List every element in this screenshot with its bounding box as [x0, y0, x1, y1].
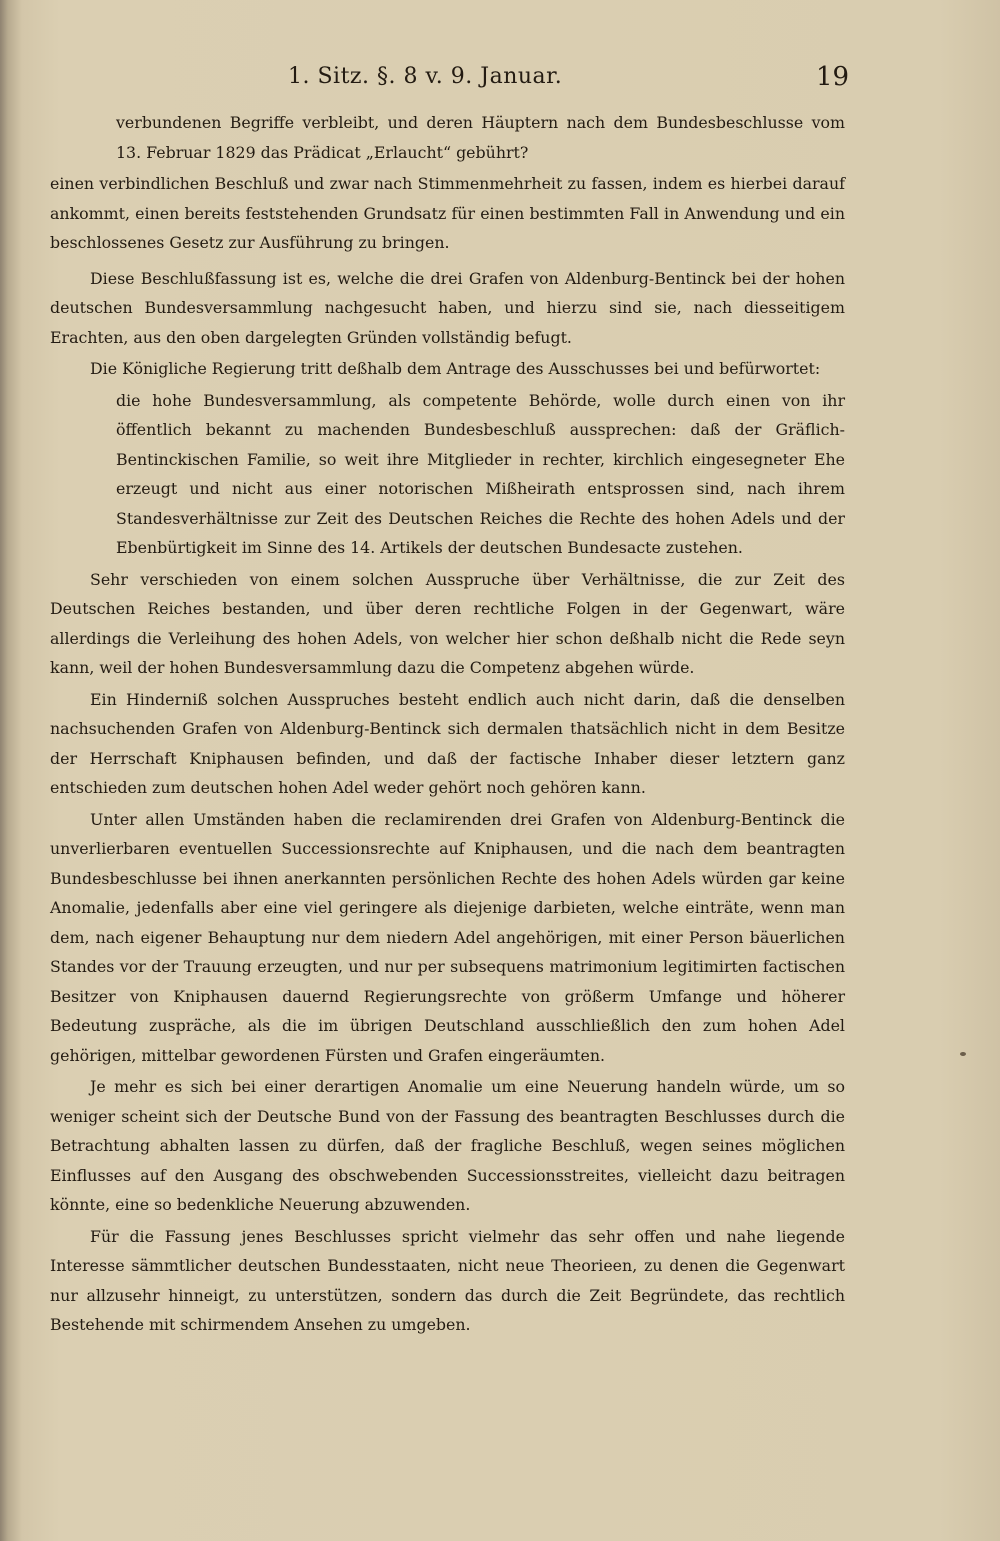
page-header	[48, 62, 848, 98]
running-head: 1. Sitz. §. 8 v. 9. Januar.	[288, 64, 563, 89]
paragraph-proposed-resolution: die hohe Bundesversammlung, als competente Behörde, wolle durch einen von ihr öffentlich bekannt zu machenden Bundesbeschluß aussprechen: daß der Gräflich-Bentinckischen Familie, so weit ihre Mitglieder in rechter, kirchlich eingesegneter Ehe erzeugt und nicht aus einer notorischen Mißheirath entsprossen sind, nach ihrem Standesverhältnisse zur Zeit des Deutschen Reiches die Rechte des hohen Adels und der Ebenbürtigkeit im Sinne des 14. Artikels der deutschen Bundesacte zustehen.	[116, 390, 845, 557]
paragraph-obstacle: Ein Hinderniß solchen Ausspruches besteht endlich auch nicht darin, daß die denselben nachsuchenden Grafen von Aldenburg-Bentinck sich dermalen thatsächlich nicht in dem Besitze der Herrschaft Kniphausen befinden, und daß der factische Inhaber dieser letztern ganz entschieden zum deutschen hohen Adel weder gehört noch gehören kann.	[50, 689, 845, 797]
paragraph-innovation: Je mehr es sich bei einer derartigen Anomalie um eine Neuerung handeln würde, um so weniger scheint sich der Deutsche Bund von der Fassung des beantragten Beschlusses durch die Betrachtung abhalten lassen zu dürfen, daß der fragliche Beschluß, wegen seines möglichen Einflusses auf den Ausgang des obschwebenden Successionsstreites, vielleicht dazu beitragen könnte, eine so bedenkliche Neuerung abzuwenden.	[50, 1077, 845, 1214]
ink-spot	[960, 1052, 966, 1056]
body-text	[50, 108, 845, 1340]
paragraph-decision-request: einen verbindlichen Beschluß und zwar nach Stimmenmehrheit zu fassen, indem es hierbei darauf ankommt, einen bereits feststehenden Grundsatz für einen bestimmten Fall in Anwendung und ein beschlossenes Gesetz zur Ausführung zu bringen.	[50, 174, 845, 252]
paragraph-government-position: Die Königliche Regierung tritt deßhalb dem Antrage des Ausschusses bei und befürwortet:	[90, 359, 821, 378]
paragraph-question-end: verbundenen Begriffe verbleibt, und deren Häuptern nach dem Bundesbeschlusse vom 13. Februar 1829 das Prädicat „Erlaucht“ gebührt?	[116, 113, 845, 162]
paragraph-petition: Diese Beschlußfassung ist es, welche die drei Grafen von Aldenburg-Bentinck bei der hohen deutschen Bundesversammlung nachgesucht haben, und hierzu sind sie, nach diesseitigem Erachten, aus den oben dargelegten Gründen vollständig befugt.	[50, 268, 845, 347]
paragraph-interest: Für die Fassung jenes Beschlusses spricht vielmehr das sehr offen und nahe liegende Interesse sämmtlicher deutschen Bundesstaaten, nicht neue Theorieen, zu denen die Gegenwart nur allzusehr hinneigt, zu unterstützen, sondern das durch die Zeit Begründete, das rechtlich Bestehende mit schirmendem Ansehen zu umgeben.	[50, 1226, 845, 1334]
paragraph-circumstances: Unter allen Umständen haben die reclamirenden drei Grafen von Aldenburg-Bentinck die unverlierbaren eventuellen Successionsrechte auf Kniphausen, und die nach dem beantragten Bundesbeschlusse bei ihnen anerkannten persönlichen Rechte des hohen Adels würden gar keine Anomalie, jedenfalls aber eine viel geringere als diejenige darbieten, welche einträte, wenn man dem, nach eigener Behauptung nur dem niedern Adel angehörigen, mit einer Person bäuerlichen Standes vor der Trauung erzeugten, und nur per subsequens matrimonium legitimirten factischen Besitzer von Kniphausen dauernd Regierungsrechte von größerm Umfange und höherer Bedeutung zuspräche, als die im übrigen Deutschland ausschließlich den zum hohen Adel gehörigen, mittelbar gewordenen Fürsten und Grafen eingeräumten.	[50, 809, 845, 1065]
binding-gutter	[0, 700, 8, 1220]
paragraph-distinction: Sehr verschieden von einem solchen Ausspruche über Verhältnisse, die zur Zeit des Deutschen Reiches bestanden, und über deren rechtliche Folgen in der Gegenwart, wäre allerdings die Verleihung des hohen Adels, von welcher hier schon deßhalb nicht die Rede seyn kann, weil der hohen Bundesversammlung dazu die Competenz abgehen würde.	[50, 569, 845, 677]
page-number: 19	[816, 62, 850, 92]
